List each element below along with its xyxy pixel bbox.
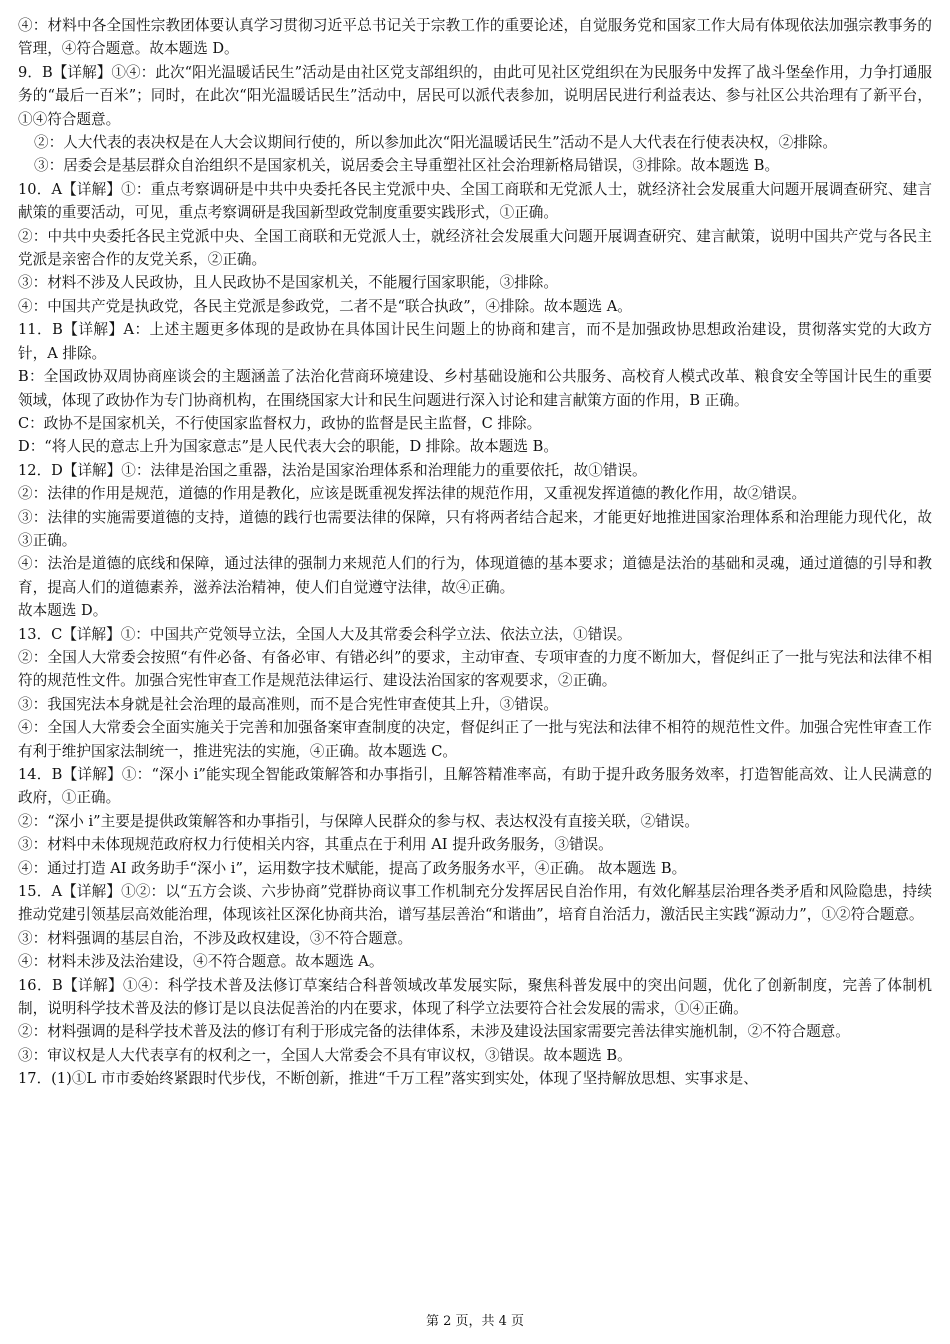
paragraph-q13: 13．C【详解】①：中国共产党领导立法，全国人大及其常委会科学立法、依法立法，①错误。: [18, 625, 632, 643]
paragraph-q11: 11．B【详解】A：上述主题更多体现的是政协在具体国计民生问题上的协商和建言，而不是加强政协思想政治建设，贯彻落实党的大政方针，A 排除。: [18, 321, 932, 362]
paragraph-q11-d: D：“将人民的意志上升为国家意志”是人民代表大会的职能，D 排除。故本题选 B。: [18, 438, 558, 456]
paragraph-q12-item3: ③：法律的实施需要道德的支持，道德的践行也需要法律的保障，只有将两者结合起来，才能更好地推进国家治理体系和治理能力现代化，故③正确。: [18, 508, 932, 549]
paragraph-q15: 15．A【详解】①②：以“五方会谈、六步协商”党群协商议事工作机制充分发挥居民自治作用，有效化解基层治理各类矛盾和风险隐患，持续推动党建引领基层高效能治理，体现该社区深化协商共治，谱写基层善治“和谐曲”，培育自治活力，激活民主实践“源动力”，①②符合题意。: [18, 883, 932, 924]
paragraph-q16-item2: ②：材料强调的是科学技术普及法的修订有利于形成完备的法律体系，未涉及建设法国家需要完善法律实施机制，②不符合题意。: [18, 1023, 850, 1041]
paragraph-q17: 17．(1)①L 市市委始终紧跟时代步伐，不断创新，推进“千万工程”落实到实处，体现了坚持解放思想、实事求是、: [18, 1070, 758, 1088]
paragraph-q12: 12．D【详解】①：法律是治国之重器，法治是国家治理体系和治理能力的重要依托，故①错误。: [18, 461, 647, 479]
paragraph-q10-item2: ②：中共中央委托各民主党派中央、全国工商联和无党派人士，就经济社会发展重大问题开展调查研究、建言献策，说明中国共产党与各民主党派是亲密合作的友党关系，②正确。: [18, 227, 932, 269]
paragraph-q15-item4: ④：材料未涉及法治建设，④不符合题意。故本题选 A。: [18, 953, 384, 971]
paragraph-q10: 10．A【详解】①：重点考察调研是中共中央委托各民主党派中央、全国工商联和无党派人士，就经济社会发展重大问题开展调查研究、建言献策的重要活动，可见，重点考察调研是我国新型政党制度重要实践形式，①正确。: [18, 180, 932, 222]
paragraph-q9-item3: ③：居委会是基层群众自治组织不是国家机关，说居委会主导重塑社区社会治理新格局错误，③排除。故本题选 B。: [34, 157, 780, 175]
paragraph-q10-item4: ④：中国共产党是执政党，各民主党派是参政党，二者不是“联合执政”，④排除。故本题选 A。: [18, 297, 632, 315]
paragraph-q12-answer: 故本题选 D。: [18, 602, 108, 620]
paragraph-q9: 9．B【详解】①④：此次“阳光温暖话民生”活动是由社区党支部组织的，由此可见社区党组织在为民服务中发挥了战斗堡垒作用，力争打通服务的“最后一百米”；同时，在此次“阳光温暖话民生”活动中，居民可以派代表参加，说明居民进行利益表达、参与社区公共治理有了新平台，①④符合题意。: [18, 63, 932, 128]
answer-text-body: [18, 14, 932, 1091]
page-number-footer: 第 2 页，共 4 页: [425, 1314, 525, 1329]
paragraph-q11-b: B：全国政协双周协商座谈会的主题涵盖了法治化营商环境建设、乡村基础设施和公共服务、高校育人模式改革、粮食安全等国计民生的重要领域，体现了政协作为专门协商机构，在围绕国家大计和民生问题进行深入讨论和建言献策方面的作用，B 正确。: [18, 368, 932, 409]
paragraph-q13-item3: ③：我国宪法本身就是社会治理的最高准则，而不是合宪性审查使其上升，③错误。: [18, 695, 558, 713]
paragraph-8-item4: ④：材料中各全国性宗教团体要认真学习贯彻习近平总书记关于宗教工作的重要论述，自觉服务党和国家工作大局有体现依法加强宗教事务的管理，④符合题意。故本题选 D。: [18, 17, 932, 58]
paragraph-q14-item3: ③：材料中未体现规范政府权力行使相关内容，其重点在于利用 AI 提升政务服务，③错误。: [18, 836, 613, 854]
paragraph-q10-item3: ③：材料不涉及人民政协，且人民政协不是国家机关，不能履行国家职能，③排除。: [18, 274, 558, 292]
paragraph-q14-item4: ④：通过打造 AI 政务助手“深小 i”，运用数字技术赋能，提高了政务服务水平，④正确。 故本题选 B。: [18, 859, 687, 877]
paragraph-q16: 16．B【详解】①④：科学技术普及法修订草案结合科普领域改革发展实际，聚焦科普发展中的突出问题，优化了创新制度，完善了体制机制，说明科学技术普及法的修订是以良法促善治的内在要求，体现了科学立法要符合社会发展的需求，①④正确。: [18, 976, 932, 1018]
paragraph-q11-c: C：政协不是国家机关，不行使国家监督权力，政协的监督是民主监督，C 排除。: [18, 414, 542, 432]
paragraph-q12-item4: ④：法治是道德的底线和保障，通过法律的强制力来规范人们的行为，体现道德的基本要求；道德是法治的基础和灵魂，通过道德的引导和教育，提高人们的道德素养，滋养法治精神，使人们自觉遵守法律，故④正确。: [18, 555, 932, 596]
paragraph-q13-item2: ②：全国人大常委会按照“有件必备、有备必审、有错必纠”的要求，主动审查、专项审查的力度不断加大，督促纠正了一批与宪法和法律不相符的规范性文件。加强合宪性审查工作是规范法律运行、建设法治国家的客观要求，②正确。: [18, 648, 932, 690]
paragraph-q13-item4: ④：全国人大常委会全面实施关于完善和加强备案审查制度的决定，督促纠正了一批与宪法和法律不相符的规范性文件。加强合宪性审查工作有利于维护国家法制统一，推进宪法的实施，④正确。故本题选 C。: [18, 719, 932, 760]
paragraph-q9-item2: ②：人大代表的表决权是在人大会议期间行使的，所以参加此次“阳光温暖话民生”活动不是人大代表在行使表决权，②排除。: [34, 134, 837, 152]
paragraph-q16-item3: ③：审议权是人大代表享有的权利之一，全国人大常委会不具有审议权，③错误。故本题选 B。: [18, 1046, 632, 1064]
paragraph-q15-item3: ③：材料强调的基层自治，不涉及政权建设，③不符合题意。: [18, 929, 413, 947]
paragraph-q14-item2: ②：“深小 i”主要是提供政策解答和办事指引，与保障人民群众的参与权、表达权没有直接关联，②错误。: [18, 812, 699, 830]
paragraph-q12-item2: ②：法律的作用是规范，道德的作用是教化，应该是既重视发挥法律的规范作用，又重视发挥道德的教化作用，故②错误。: [18, 485, 807, 503]
paragraph-q14: 14．B【详解】①：“深小 i”能实现全智能政策解答和办事指引，且解答精准率高，有助于提升政务服务效率，打造智能高效、让人民满意的政府，①正确。: [18, 766, 932, 807]
